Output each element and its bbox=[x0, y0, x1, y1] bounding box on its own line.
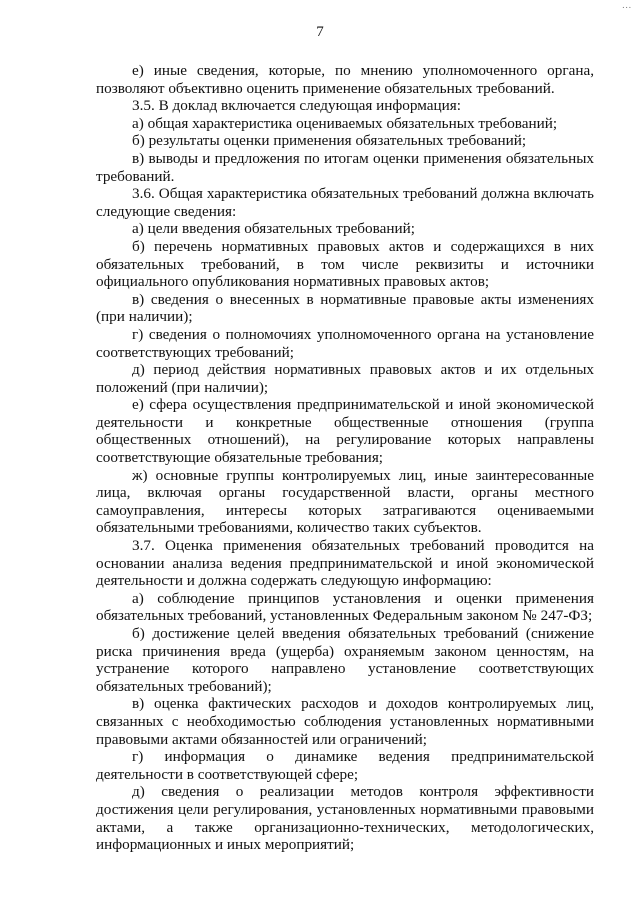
paragraph-3-5-a: а) общая характеристика оцениваемых обязательных требований; bbox=[132, 114, 558, 132]
paragraph-3-6-a: а) цели введения обязательных требований; bbox=[132, 220, 415, 238]
paragraph-3-7-g: г) информация о динамике ведения предпринимательской деятельности в соответствующей сфере; bbox=[96, 748, 594, 783]
corner-mark: ... bbox=[622, 0, 632, 10]
page-number: 7 bbox=[316, 24, 324, 40]
paragraph-3-5-b: б) результаты оценки применения обязательных требований; bbox=[132, 132, 527, 150]
paragraph-3-6-v: в) сведения о внесенных в нормативные правовые акты изменениях (при наличии); bbox=[96, 290, 594, 326]
paragraph-3-7-a: а) соблюдение принципов установления и оценки применения обязательных требований, установленных Федеральным законом № 247-ФЗ; bbox=[96, 589, 594, 625]
paragraph-3-7-v: в) оценка фактических расходов и доходов контролируемых лиц, связанных с необходимостью соблюдения установленных нормативными правовыми актами обязанностей или ограничений; bbox=[96, 695, 594, 748]
paragraph-3-7-d: д) сведения о реализации методов контроля эффективности достижения цели регулирования, установленных нормативными правовыми актами, а также организационно-технических, методологических, информационных и иных мероприятий; bbox=[96, 783, 594, 854]
paragraph-3-6-g: г) сведения о полномочиях уполномоченного органа на установление соответствующих требований; bbox=[96, 325, 594, 361]
paragraph-3-6-e: е) сфера осуществления предпринимательской и иной экономической деятельности и конкретные общественные отношения (группа общественных отношений), на регулирование которых направлены соответствующие обязательные требования; bbox=[96, 396, 594, 467]
paragraph-3-7-b: б) достижение целей введения обязательных требований (снижение риска причинения вреда (ущерба) охраняемым законом ценностям, на устранение которого направлено установление соответствующих обязательных требований); bbox=[96, 625, 594, 695]
paragraph-3-6-d: д) период действия нормативных правовых актов и их отдельных положений (при наличии); bbox=[96, 361, 594, 396]
document-body bbox=[96, 62, 594, 854]
paragraph-3-6-zh: ж) основные группы контролируемых лиц, иные заинтересованные лица, включая органы государственной власти, органы местного самоуправления, интересы которых затрагиваются оцениваемыми обязательными требованиями, количество таких субъектов. bbox=[96, 466, 594, 537]
paragraph-3-6-b: б) перечень нормативных правовых актов и содержащихся в них обязательных требований, в том числе реквизиты и источники официального опубликования нормативных правовых актов; bbox=[96, 237, 594, 291]
paragraph-3-5-v: в) выводы и предложения по итогам оценки применения обязательных требований. bbox=[96, 149, 594, 185]
paragraph-item-e-other-info: е) иные сведения, которые, по мнению уполномоченного органа, позволяют объективно оценить применение обязательных требований. bbox=[96, 62, 594, 97]
paragraph-3-7-heading: 3.7. Оценка применения обязательных требований проводится на основании анализа ведения предпринимательской и иной экономической деятельности и должна содержать следующую информацию: bbox=[96, 537, 594, 590]
paragraph-3-6-heading: 3.6. Общая характеристика обязательных требований должна включать следующие сведения: bbox=[96, 185, 594, 220]
paragraph-3-5-heading: 3.5. В доклад включается следующая информация: bbox=[132, 97, 461, 115]
